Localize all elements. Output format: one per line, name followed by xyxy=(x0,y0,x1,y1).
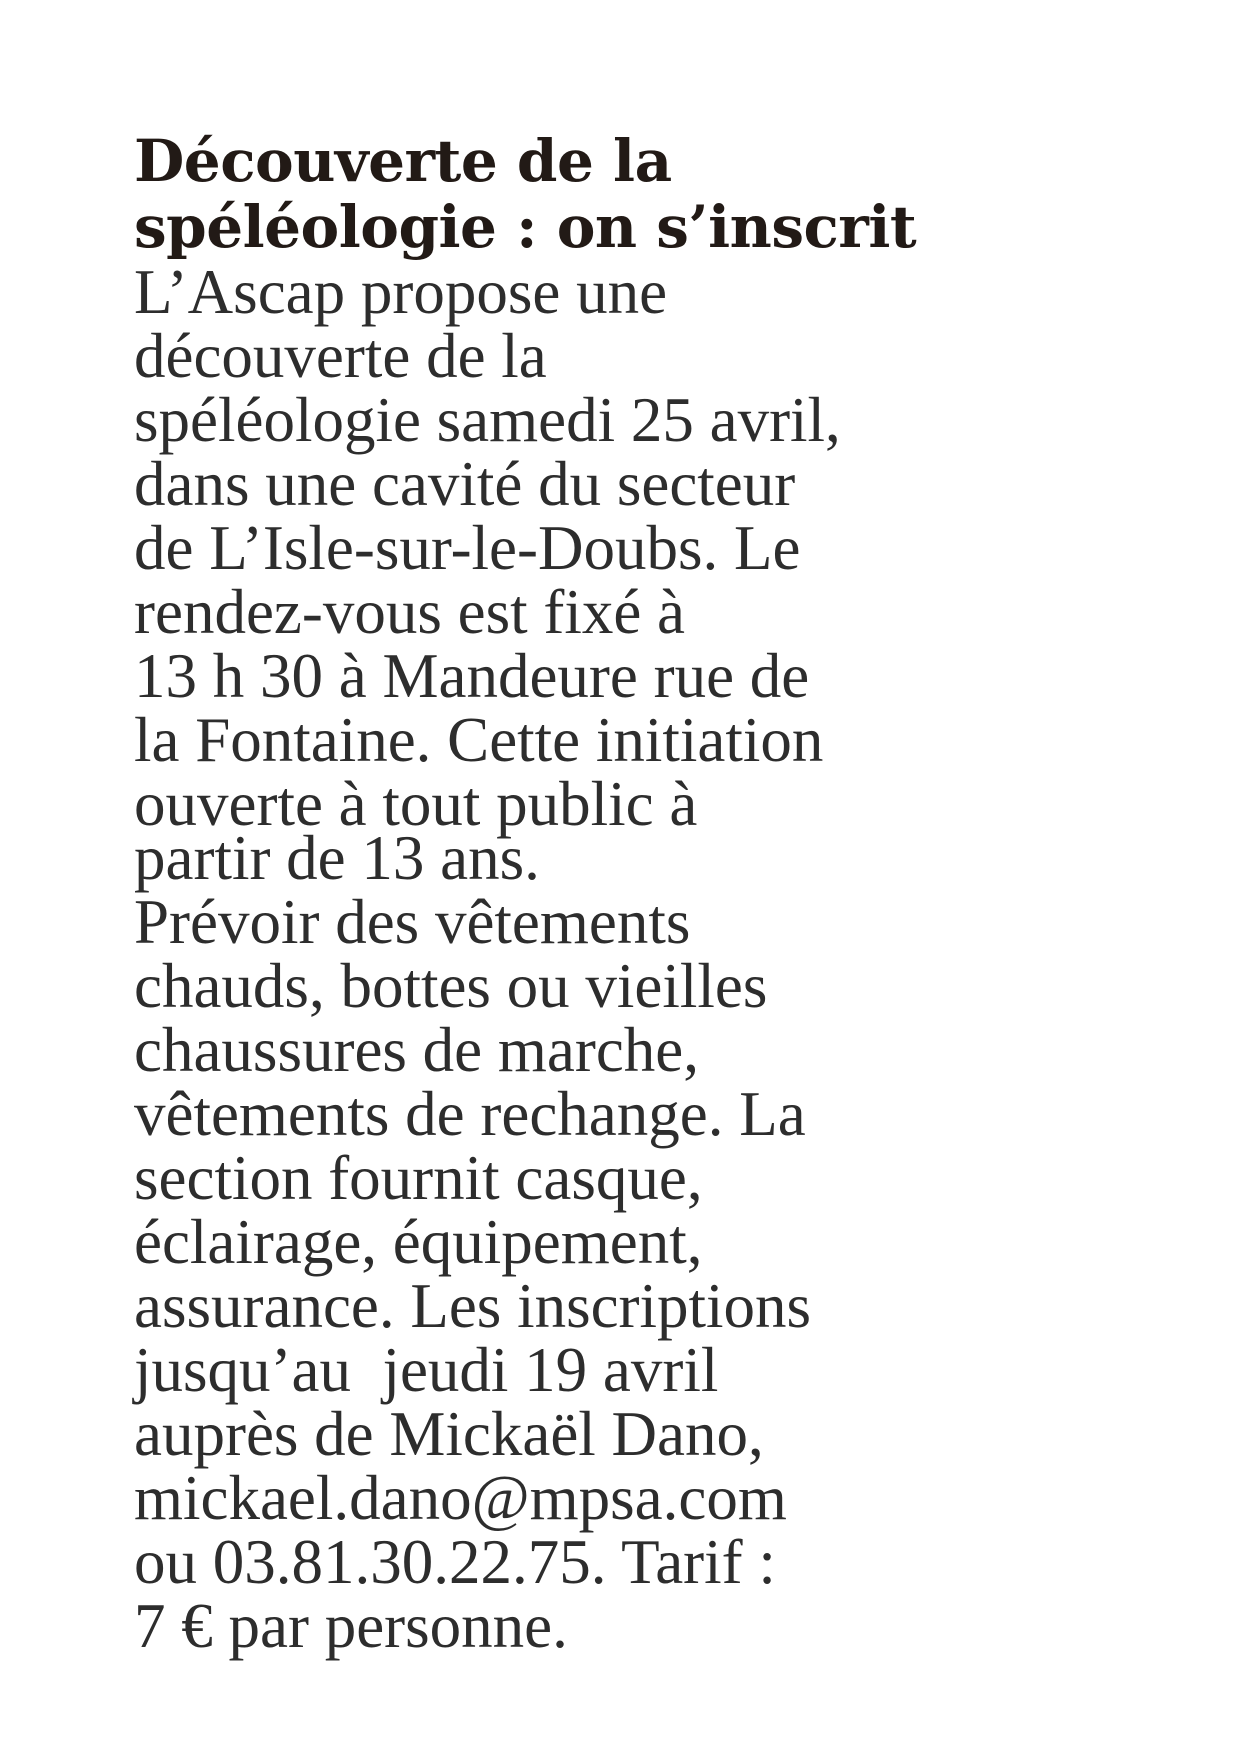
body-line: Prévoir des vêtements xyxy=(134,887,691,957)
body-line: jusqu’au jeudi 19 avril xyxy=(134,1335,719,1405)
body-line: mickael.dano@mpsa.com xyxy=(134,1463,787,1533)
news-article xyxy=(134,127,1134,1661)
body-line: vêtements de rechange. La xyxy=(134,1079,806,1149)
body-line: section fournit casque, xyxy=(134,1143,703,1213)
body-line: partir de 13 ans. xyxy=(134,823,540,893)
body-line: assurance. Les inscriptions xyxy=(134,1271,812,1341)
body-line: dans une cavité du secteur xyxy=(134,449,796,519)
body-line: éclairage, équipement, xyxy=(134,1207,703,1277)
headline-line: Découverte de la xyxy=(134,127,672,195)
body-line: rendez-vous est fixé à xyxy=(134,577,686,647)
body-line: la Fontaine. Cette initiation xyxy=(134,705,824,775)
body-line: spéléologie samedi 25 avril, xyxy=(134,385,841,455)
body-line: 13 h 30 à Mandeure rue de xyxy=(134,641,810,711)
body-line: auprès de Mickaël Dano, xyxy=(134,1399,764,1469)
article-body xyxy=(134,257,1134,1661)
body-line: 7 € par personne. xyxy=(134,1591,568,1661)
body-line: L’Ascap propose une xyxy=(134,257,668,327)
body-line: de L’Isle-sur-le-Doubs. Le xyxy=(134,513,801,583)
body-line: chaussures de marche, xyxy=(134,1015,700,1085)
article-headline xyxy=(134,128,1134,260)
body-line: chauds, bottes ou vieilles xyxy=(134,951,768,1021)
body-line: ouverte à tout public à xyxy=(134,769,698,839)
body-line: découverte de la xyxy=(134,321,547,391)
body-line: ou 03.81.30.22.75. Tarif : xyxy=(134,1527,776,1597)
headline-line: spéléologie : on s’inscrit xyxy=(134,193,917,261)
